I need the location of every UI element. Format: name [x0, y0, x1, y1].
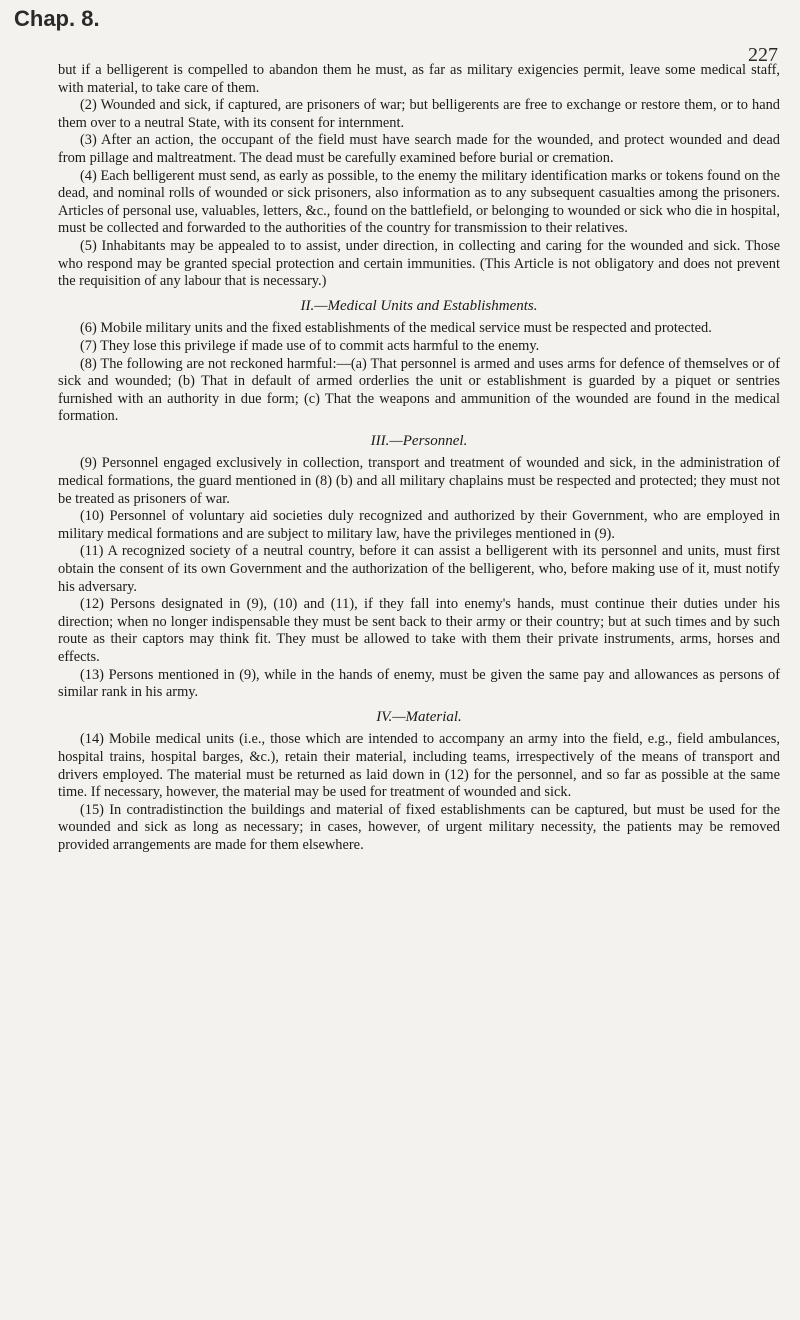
- section-personnel: [58, 433, 780, 702]
- section-material: [58, 709, 780, 855]
- paragraph-12: (12) Persons designated in (9), (10) and (11), if they fall into enemy's hands, must continue their duties under his direction; when no longer indispensable they must be sent back to their army or their country; but at such times and by such route as their captors may think fit. They must be allowed to take with them their private instruments, arms, horses and effects.: [58, 596, 780, 665]
- intro-paragraph: but if a belligerent is compelled to abandon them he must, as far as military exigencies permit, leave some medical staff, with material, to take care of them.: [58, 62, 780, 96]
- section-heading-personnel: III.—Personnel.: [370, 432, 468, 449]
- paragraph-10: (10) Personnel of voluntary aid societies duly recognized and authorized by their Government, who are employed in military medical formations and are subject to military law, have the privileges mentioned in (9).: [58, 508, 780, 542]
- paragraph-2: (2) Wounded and sick, if captured, are prisoners of war; but belligerents are free to exchange or restore them, or to hand them over to a neutral State, with its consent for internment.: [58, 97, 780, 131]
- section-medical-units: [58, 298, 780, 426]
- section-heading-medical-units: II.—Medical Units and Establishments.: [300, 297, 538, 314]
- page-body: [58, 62, 780, 855]
- paragraph-5: (5) Inhabitants may be appealed to to assist, under direction, in collecting and caring for the wounded and sick. Those who respond may be granted special protection and certain immunities. (This Article is not obligatory and does not prevent the requisition of any labour that is necessary.): [58, 237, 780, 290]
- section-wounded-sick: [58, 97, 780, 291]
- paragraph-8: (8) The following are not reckoned harmful:—(a) That personnel is armed and uses arms for defence of themselves or of sick and wounded; (b) That in default of armed orderlies the unit or establishment is guarded by a piquet or sentries furnished with an authority in due form; (c) That the weapons and ammunition of the wounded are found in the medical formation.: [58, 355, 780, 425]
- chapter-header: Chap. 8.: [14, 6, 100, 31]
- paragraph-9: (9) Personnel engaged exclusively in collection, transport and treatment of wounded and sick, in the administration of medical formations, the guard mentioned in (8) (b) and all military chaplains must be respected and protected; they must not be treated as prisoners of war.: [58, 455, 780, 507]
- section-heading-material: IV.—Material.: [376, 708, 462, 725]
- paragraph-4: (4) Each belligerent must send, as early as possible, to the enemy the military identification marks or tokens found on the dead, and nominal rolls of wounded or sick prisoners, also information as to any subsequent casualties among the prisoners. Articles of personal use, valuables, letters, &c., found on the battlefield, or belonging to wounded or sick who die in hospital, must be collected and forwarded to the authorities of the country for transmission to their relatives.: [58, 167, 780, 237]
- paragraph-3: (3) After an action, the occupant of the field must have search made for the wounded, and protect wounded and dead from pillage and maltreatment. The dead must be carefully examined before burial or cremation.: [58, 132, 780, 166]
- paragraph-11: (11) A recognized society of a neutral country, before it can assist a belligerent with its personnel and units, must first obtain the consent of its own Government and the authorization of the belligerent, who, before making use of it, must notify his adversary.: [58, 543, 780, 595]
- paragraph-14: (14) Mobile medical units (i.e., those which are intended to accompany an army into the field, e.g., field ambulances, hospital trains, hospital barges, &c.), retain their material, including teams, irrespectively of the means of transport and drivers employed. The material must be returned as laid down in (12) for the personnel, and so far as possible at the same time. If necessary, however, the material may be used for treatment of wounded and sick.: [58, 731, 780, 801]
- paragraph-15: (15) In contradistinction the buildings and material of fixed establishments can be captured, but must be used for the wounded and sick as long as necessary; in cases, however, of urgent military necessity, the patients may be removed provided arrangements are made for them elsewhere.: [58, 801, 780, 853]
- page-number: 227: [748, 44, 778, 66]
- paragraph-7: (7) They lose this privilege if made use of to commit acts harmful to the enemy.: [80, 337, 540, 354]
- paragraph-6: (6) Mobile military units and the fixed establishments of the medical service must be respected and protected.: [80, 320, 712, 337]
- paragraph-13: (13) Persons mentioned in (9), while in the hands of enemy, must be given the same pay and allowances as persons of similar rank in his army.: [58, 666, 780, 701]
